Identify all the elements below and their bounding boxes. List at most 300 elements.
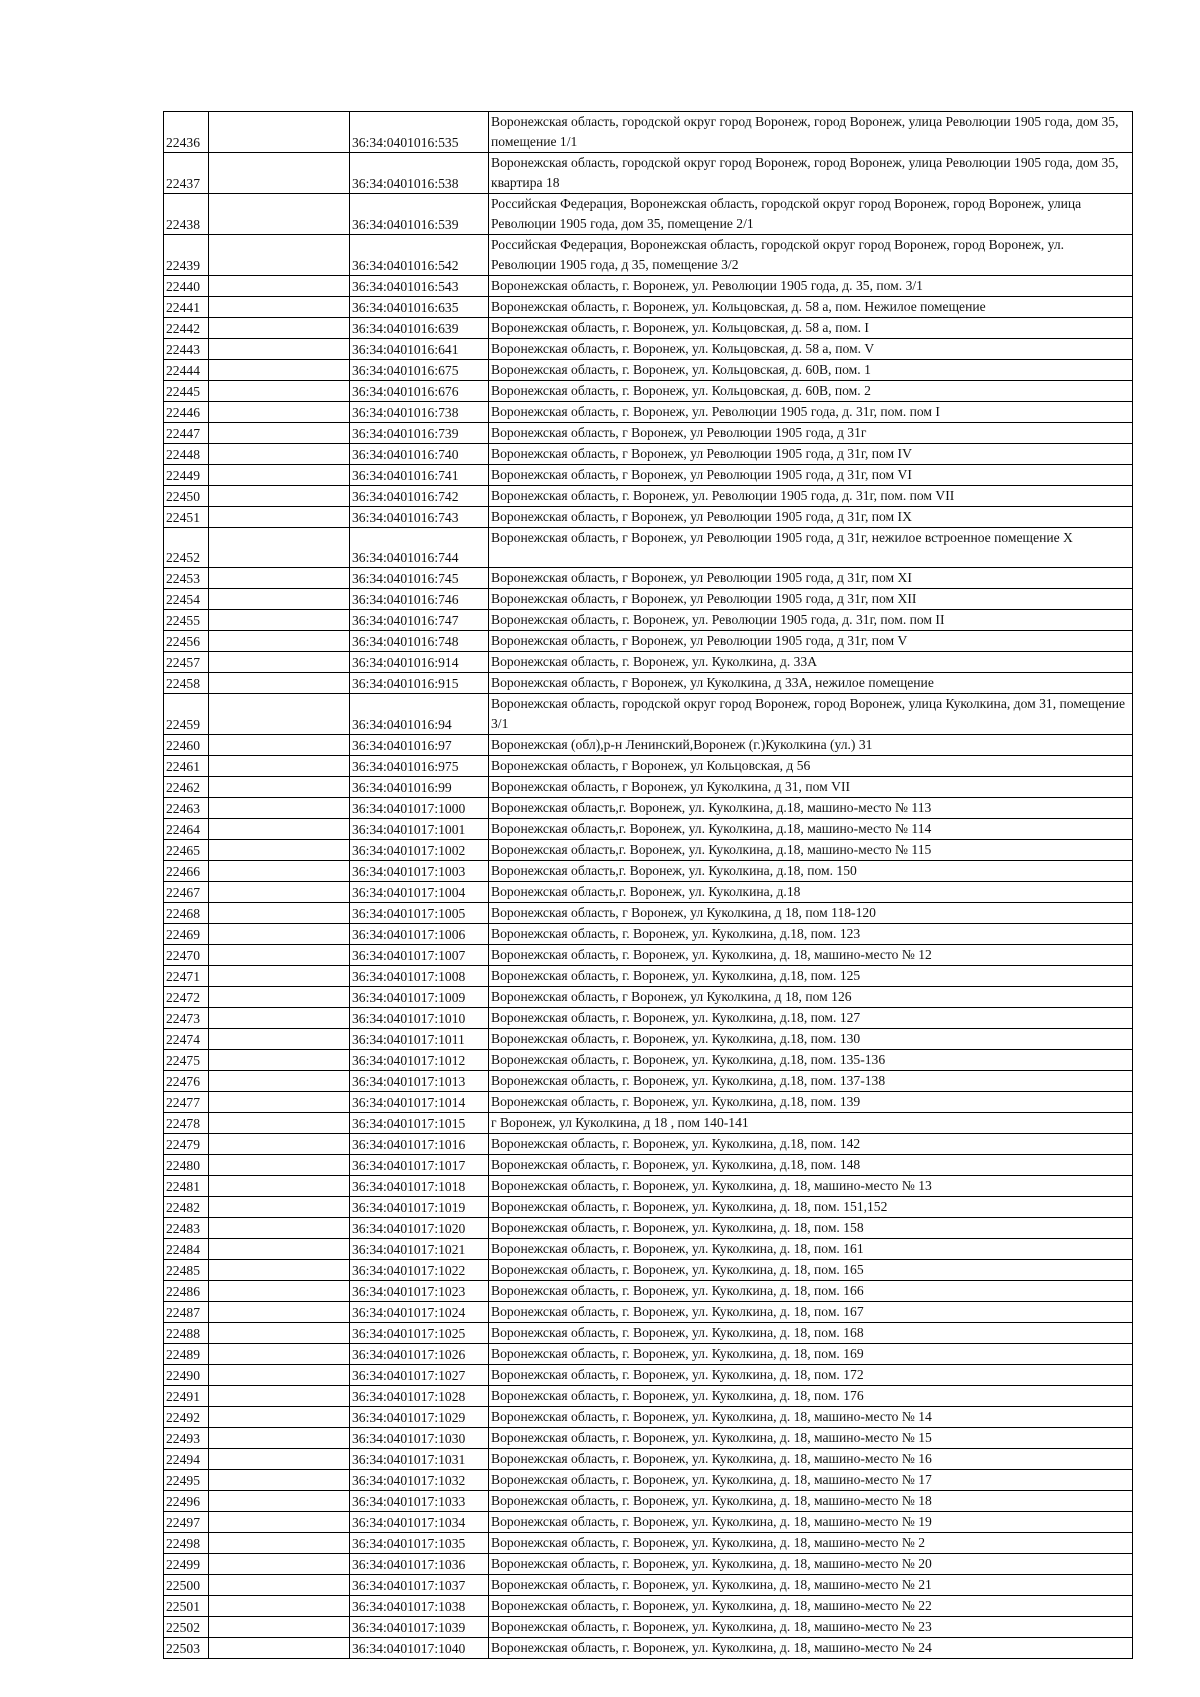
cadastral-number-cell: 36:34:0401017:1009 (350, 987, 489, 1008)
owner-cell (209, 1197, 350, 1218)
row-number-cell: 22490 (164, 1365, 209, 1386)
address-cell: Воронежская область, г. Воронеж, ул. Куколкина, д.18, пом. 142 (489, 1134, 1133, 1155)
row-number-cell: 22441 (164, 297, 209, 318)
address-cell: Воронежская область, г Воронеж, ул Кольцовская, д 56 (489, 756, 1133, 777)
owner-cell (209, 360, 350, 381)
table-row (164, 1428, 1133, 1449)
owner-cell (209, 1386, 350, 1407)
address-cell: Воронежская область, г. Воронеж, ул. Куколкина, д.18, пом. 123 (489, 924, 1133, 945)
address-cell: Воронежская область, г Воронеж, ул Революции 1905 года, д 31г, пом IX (489, 507, 1133, 528)
owner-cell (209, 1008, 350, 1029)
cadastral-number-cell: 36:34:0401016:94 (350, 694, 489, 735)
row-number-cell: 22499 (164, 1554, 209, 1575)
cadastral-number-cell: 36:34:0401016:635 (350, 297, 489, 318)
address-cell: Воронежская область,г. Воронеж, ул. Куколкина, д.18, машино-место № 115 (489, 840, 1133, 861)
table-row (164, 153, 1133, 194)
owner-cell (209, 1449, 350, 1470)
address-cell: Воронежская область, г. Воронеж, ул. Кольцовская, д. 60В, пом. 1 (489, 360, 1133, 381)
cadastral-number-cell: 36:34:0401017:1015 (350, 1113, 489, 1134)
address-cell: Воронежская область, г. Воронеж, ул. Куколкина, д. 18, пом. 176 (489, 1386, 1133, 1407)
cadastral-number-cell: 36:34:0401017:1006 (350, 924, 489, 945)
row-number-cell: 22444 (164, 360, 209, 381)
owner-cell (209, 1512, 350, 1533)
address-cell: Воронежская область,г. Воронеж, ул. Куколкина, д.18, машино-место № 114 (489, 819, 1133, 840)
owner-cell (209, 1113, 350, 1134)
cadastral-number-cell: 36:34:0401017:1033 (350, 1491, 489, 1512)
row-number-cell: 22466 (164, 861, 209, 882)
table-row (164, 735, 1133, 756)
owner-cell (209, 1575, 350, 1596)
table-row (164, 235, 1133, 276)
row-number-cell: 22454 (164, 589, 209, 610)
row-number-cell: 22492 (164, 1407, 209, 1428)
table-row (164, 903, 1133, 924)
address-cell: Воронежская область, г. Воронеж, ул. Революции 1905 года, д. 35, пом. 3/1 (489, 276, 1133, 297)
owner-cell (209, 777, 350, 798)
address-cell: Воронежская область, г. Воронеж, ул. Куколкина, д.18, пом. 125 (489, 966, 1133, 987)
table-row (164, 1512, 1133, 1533)
address-cell: Воронежская область, г Воронеж, ул Революции 1905 года, д 31г, пом V (489, 631, 1133, 652)
address-cell: Воронежская область, г. Воронеж, ул. Куколкина, д. 18, пом. 172 (489, 1365, 1133, 1386)
table-row (164, 528, 1133, 568)
owner-cell (209, 966, 350, 987)
cadastral-number-cell: 36:34:0401017:1016 (350, 1134, 489, 1155)
row-number-cell: 22452 (164, 528, 209, 568)
row-number-cell: 22445 (164, 381, 209, 402)
address-cell: Воронежская область, г. Воронеж, ул. Революции 1905 года, д. 31г, пом. пом II (489, 610, 1133, 631)
owner-cell (209, 798, 350, 819)
table-row (164, 297, 1133, 318)
address-cell: Воронежская область, г. Воронеж, ул. Куколкина, д. 18, пом. 167 (489, 1302, 1133, 1323)
row-number-cell: 22473 (164, 1008, 209, 1029)
cadastral-number-cell: 36:34:0401017:1003 (350, 861, 489, 882)
cadastral-number-cell: 36:34:0401017:1038 (350, 1596, 489, 1617)
cadastral-number-cell: 36:34:0401017:1023 (350, 1281, 489, 1302)
table-row (164, 840, 1133, 861)
address-cell: Воронежская область, г. Воронеж, ул. Куколкина, д. 18, машино-место № 18 (489, 1491, 1133, 1512)
table-row (164, 1302, 1133, 1323)
address-cell: Воронежская область, г. Воронеж, ул. Куколкина, д. 18, машино-место № 24 (489, 1638, 1133, 1659)
owner-cell (209, 1218, 350, 1239)
table-row (164, 1470, 1133, 1491)
owner-cell (209, 631, 350, 652)
owner-cell (209, 819, 350, 840)
cadastral-number-cell: 36:34:0401016:639 (350, 318, 489, 339)
owner-cell (209, 987, 350, 1008)
cadastral-number-cell: 36:34:0401016:538 (350, 153, 489, 194)
owner-cell (209, 1554, 350, 1575)
address-cell: Воронежская область, г. Воронеж, ул. Куколкина, д. 18, пом. 166 (489, 1281, 1133, 1302)
owner-cell (209, 235, 350, 276)
cadastral-number-cell: 36:34:0401016:740 (350, 444, 489, 465)
address-cell: Воронежская область, г. Воронеж, ул. Куколкина, д. 18, машино-место № 19 (489, 1512, 1133, 1533)
cadastral-number-cell: 36:34:0401017:1040 (350, 1638, 489, 1659)
owner-cell (209, 610, 350, 631)
owner-cell (209, 1239, 350, 1260)
table-row (164, 1638, 1133, 1659)
owner-cell (209, 1470, 350, 1491)
row-number-cell: 22480 (164, 1155, 209, 1176)
cadastral-number-cell: 36:34:0401017:1008 (350, 966, 489, 987)
address-cell: Воронежская область, городской округ город Воронеж, город Воронеж, улица Куколкина, дом 31, помещение 3/1 (489, 694, 1133, 735)
cadastral-number-cell: 36:34:0401017:1026 (350, 1344, 489, 1365)
address-cell: Воронежская область,г. Воронеж, ул. Куколкина, д.18, машино-место № 113 (489, 798, 1133, 819)
owner-cell (209, 339, 350, 360)
cadastral-number-cell: 36:34:0401017:1039 (350, 1617, 489, 1638)
owner-cell (209, 589, 350, 610)
row-number-cell: 22468 (164, 903, 209, 924)
row-number-cell: 22484 (164, 1239, 209, 1260)
row-number-cell: 22487 (164, 1302, 209, 1323)
table-row (164, 423, 1133, 444)
row-number-cell: 22436 (164, 112, 209, 153)
cadastral-number-cell: 36:34:0401016:741 (350, 465, 489, 486)
table-row (164, 1134, 1133, 1155)
table-row (164, 360, 1133, 381)
owner-cell (209, 194, 350, 235)
address-cell: Воронежская область, г Воронеж, ул Революции 1905 года, д 31г, пом VI (489, 465, 1133, 486)
owner-cell (209, 318, 350, 339)
table-row (164, 112, 1133, 153)
owner-cell (209, 112, 350, 153)
address-cell: Воронежская область, г. Воронеж, ул. Куколкина, д. 18, пом. 161 (489, 1239, 1133, 1260)
row-number-cell: 22449 (164, 465, 209, 486)
cadastral-number-cell: 36:34:0401017:1004 (350, 882, 489, 903)
cadastral-number-cell: 36:34:0401017:1030 (350, 1428, 489, 1449)
row-number-cell: 22485 (164, 1260, 209, 1281)
table-row (164, 1323, 1133, 1344)
cadastral-number-cell: 36:34:0401016:742 (350, 486, 489, 507)
row-number-cell: 22500 (164, 1575, 209, 1596)
cadastral-number-cell: 36:34:0401016:975 (350, 756, 489, 777)
row-number-cell: 22438 (164, 194, 209, 235)
address-cell: Воронежская область, г Воронеж, ул Революции 1905 года, д 31г (489, 423, 1133, 444)
row-number-cell: 22478 (164, 1113, 209, 1134)
cadastral-number-cell: 36:34:0401017:1007 (350, 945, 489, 966)
address-cell: Воронежская область, г. Воронеж, ул. Куколкина, д. 18, машино-место № 15 (489, 1428, 1133, 1449)
cadastral-number-cell: 36:34:0401016:542 (350, 235, 489, 276)
row-number-cell: 22456 (164, 631, 209, 652)
address-cell: Воронежская область, г. Воронеж, ул. Куколкина, д. 18, пом. 151,152 (489, 1197, 1133, 1218)
row-number-cell: 22463 (164, 798, 209, 819)
cadastral-number-cell: 36:34:0401017:1022 (350, 1260, 489, 1281)
address-cell: Воронежская область, г. Воронеж, ул. Куколкина, д. 18, машино-место № 23 (489, 1617, 1133, 1638)
address-cell: Российская Федерация, Воронежская область, городской округ город Воронеж, город Воронеж, улица Революции 1905 года, дом 35, помещение 2/1 (489, 194, 1133, 235)
table-row (164, 1239, 1133, 1260)
table-row (164, 339, 1133, 360)
row-number-cell: 22493 (164, 1428, 209, 1449)
table-row (164, 945, 1133, 966)
address-cell: Воронежская область, г. Воронеж, ул. Куколкина, д. 18, машино-место № 21 (489, 1575, 1133, 1596)
table-row (164, 1533, 1133, 1554)
address-cell: Воронежская область, городской округ город Воронеж, город Воронеж, улица Революции 1905 года, дом 35, квартира 18 (489, 153, 1133, 194)
address-cell: Воронежская область, г Воронеж, ул Революции 1905 года, д 31г, пом XI (489, 568, 1133, 589)
cadastral-number-cell: 36:34:0401016:641 (350, 339, 489, 360)
address-cell: Воронежская область, г Воронеж, ул Революции 1905 года, д 31г, пом IV (489, 444, 1133, 465)
owner-cell (209, 507, 350, 528)
table-row (164, 1449, 1133, 1470)
row-number-cell: 22483 (164, 1218, 209, 1239)
table-row (164, 589, 1133, 610)
address-cell: Воронежская область, г. Воронеж, ул. Кольцовская, д. 60В, пом. 2 (489, 381, 1133, 402)
owner-cell (209, 276, 350, 297)
row-number-cell: 22486 (164, 1281, 209, 1302)
cadastral-number-cell: 36:34:0401017:1012 (350, 1050, 489, 1071)
row-number-cell: 22470 (164, 945, 209, 966)
address-cell: Воронежская область, г. Воронеж, ул. Куколкина, д. 18, машино-место № 2 (489, 1533, 1133, 1554)
owner-cell (209, 694, 350, 735)
cadastral-number-cell: 36:34:0401016:915 (350, 673, 489, 694)
cadastral-number-cell: 36:34:0401017:1035 (350, 1533, 489, 1554)
row-number-cell: 22477 (164, 1092, 209, 1113)
table-row (164, 1365, 1133, 1386)
cadastral-number-cell: 36:34:0401017:1031 (350, 1449, 489, 1470)
owner-cell (209, 1617, 350, 1638)
owner-cell (209, 735, 350, 756)
address-cell: Воронежская область,г. Воронеж, ул. Куколкина, д.18, пом. 150 (489, 861, 1133, 882)
owner-cell (209, 1155, 350, 1176)
address-cell: Российская Федерация, Воронежская область, городской округ город Воронеж, город Воронеж, ул. Революции 1905 года, д 35, помещение 3/2 (489, 235, 1133, 276)
cadastral-number-cell: 36:34:0401016:745 (350, 568, 489, 589)
cadastral-number-cell: 36:34:0401017:1005 (350, 903, 489, 924)
row-number-cell: 22455 (164, 610, 209, 631)
row-number-cell: 22472 (164, 987, 209, 1008)
row-number-cell: 22458 (164, 673, 209, 694)
cadastral-number-cell: 36:34:0401017:1029 (350, 1407, 489, 1428)
row-number-cell: 22489 (164, 1344, 209, 1365)
table-row (164, 1092, 1133, 1113)
row-number-cell: 22442 (164, 318, 209, 339)
table-row (164, 1491, 1133, 1512)
table-row (164, 819, 1133, 840)
table-row (164, 1281, 1133, 1302)
address-cell: Воронежская область, г. Воронеж, ул. Куколкина, д. 18, машино-место № 22 (489, 1596, 1133, 1617)
owner-cell (209, 1323, 350, 1344)
address-cell: г Воронеж, ул Куколкина, д 18 , пом 140-141 (489, 1113, 1133, 1134)
table-row (164, 882, 1133, 903)
cadastral-number-cell: 36:34:0401017:1020 (350, 1218, 489, 1239)
owner-cell (209, 297, 350, 318)
address-cell: Воронежская область, г Воронеж, ул Куколкина, д 18, пом 118-120 (489, 903, 1133, 924)
table-row (164, 1155, 1133, 1176)
address-cell: Воронежская область, г. Воронеж, ул. Куколкина, д.18, пом. 135-136 (489, 1050, 1133, 1071)
cadastral-number-cell: 36:34:0401017:1000 (350, 798, 489, 819)
row-number-cell: 22448 (164, 444, 209, 465)
row-number-cell: 22498 (164, 1533, 209, 1554)
row-number-cell: 22439 (164, 235, 209, 276)
address-cell: Воронежская область, г. Воронеж, ул. Куколкина, д. 18, машино-место № 12 (489, 945, 1133, 966)
owner-cell (209, 1281, 350, 1302)
owner-cell (209, 1071, 350, 1092)
owner-cell (209, 1407, 350, 1428)
owner-cell (209, 1365, 350, 1386)
table-row (164, 1176, 1133, 1197)
address-cell: Воронежская область, г. Воронеж, ул. Куколкина, д. 18, пом. 168 (489, 1323, 1133, 1344)
row-number-cell: 22482 (164, 1197, 209, 1218)
row-number-cell: 22443 (164, 339, 209, 360)
table-row (164, 402, 1133, 423)
address-cell: Воронежская область, г Воронеж, ул Куколкина, д 31, пом VII (489, 777, 1133, 798)
table-row (164, 652, 1133, 673)
table-row (164, 1575, 1133, 1596)
row-number-cell: 22479 (164, 1134, 209, 1155)
address-cell: Воронежская область, г. Воронеж, ул. Куколкина, д.18, пом. 127 (489, 1008, 1133, 1029)
cadastral-number-cell: 36:34:0401017:1027 (350, 1365, 489, 1386)
property-register-table (163, 111, 1133, 1659)
owner-cell (209, 486, 350, 507)
row-number-cell: 22457 (164, 652, 209, 673)
row-number-cell: 22501 (164, 1596, 209, 1617)
address-cell: Воронежская область, г. Воронеж, ул. Куколкина, д. 18, пом. 165 (489, 1260, 1133, 1281)
cadastral-number-cell: 36:34:0401017:1017 (350, 1155, 489, 1176)
owner-cell (209, 1029, 350, 1050)
owner-cell (209, 1134, 350, 1155)
owner-cell (209, 423, 350, 444)
row-number-cell: 22469 (164, 924, 209, 945)
row-number-cell: 22471 (164, 966, 209, 987)
table-row (164, 444, 1133, 465)
row-number-cell: 22462 (164, 777, 209, 798)
table-row (164, 1617, 1133, 1638)
owner-cell (209, 924, 350, 945)
row-number-cell: 22451 (164, 507, 209, 528)
address-cell: Воронежская область, г Воронеж, ул Куколкина, д 33А, нежилое помещение (489, 673, 1133, 694)
table-row (164, 861, 1133, 882)
row-number-cell: 22495 (164, 1470, 209, 1491)
table-row (164, 465, 1133, 486)
row-number-cell: 22447 (164, 423, 209, 444)
table-row (164, 507, 1133, 528)
owner-cell (209, 861, 350, 882)
table-row (164, 1050, 1133, 1071)
owner-cell (209, 444, 350, 465)
table-row (164, 318, 1133, 339)
owner-cell (209, 1176, 350, 1197)
address-cell: Воронежская область, г. Воронеж, ул. Революции 1905 года, д. 31г, пом. пом VII (489, 486, 1133, 507)
row-number-cell: 22474 (164, 1029, 209, 1050)
owner-cell (209, 652, 350, 673)
table-row (164, 1554, 1133, 1575)
table-row (164, 694, 1133, 735)
register-body (164, 112, 1133, 1659)
table-row (164, 1029, 1133, 1050)
table-row (164, 1596, 1133, 1617)
table-row (164, 756, 1133, 777)
address-cell: Воронежская область, г. Воронеж, ул. Куколкина, д.18, пом. 139 (489, 1092, 1133, 1113)
address-cell: Воронежская область, г Воронеж, ул Куколкина, д 18, пом 126 (489, 987, 1133, 1008)
address-cell: Воронежская область,г. Воронеж, ул. Куколкина, д.18 (489, 882, 1133, 903)
table-row (164, 966, 1133, 987)
table-row (164, 610, 1133, 631)
address-cell: Воронежская область, городской округ город Воронеж, город Воронеж, улица Революции 1905 года, дом 35, помещение 1/1 (489, 112, 1133, 153)
address-cell: Воронежская область, г. Воронеж, ул. Куколкина, д. 18, машино-место № 14 (489, 1407, 1133, 1428)
cadastral-number-cell: 36:34:0401016:99 (350, 777, 489, 798)
address-cell: Воронежская область, г. Воронеж, ул. Куколкина, д. 18, пом. 158 (489, 1218, 1133, 1239)
row-number-cell: 22475 (164, 1050, 209, 1071)
address-cell: Воронежская область, г Воронеж, ул Революции 1905 года, д 31г, нежилое встроенное помещение X (489, 528, 1133, 568)
table-row (164, 798, 1133, 819)
cadastral-number-cell: 36:34:0401016:748 (350, 631, 489, 652)
owner-cell (209, 402, 350, 423)
owner-cell (209, 1260, 350, 1281)
owner-cell (209, 1596, 350, 1617)
address-cell: Воронежская область, г. Воронеж, ул. Куколкина, д. 18, машино-место № 20 (489, 1554, 1133, 1575)
address-cell: Воронежская область, г. Воронеж, ул. Куколкина, д. 33А (489, 652, 1133, 673)
cadastral-number-cell: 36:34:0401016:744 (350, 528, 489, 568)
cadastral-number-cell: 36:34:0401016:747 (350, 610, 489, 631)
table-row (164, 673, 1133, 694)
row-number-cell: 22467 (164, 882, 209, 903)
row-number-cell: 22465 (164, 840, 209, 861)
owner-cell (209, 1428, 350, 1449)
cadastral-number-cell: 36:34:0401017:1019 (350, 1197, 489, 1218)
owner-cell (209, 840, 350, 861)
row-number-cell: 22496 (164, 1491, 209, 1512)
row-number-cell: 22453 (164, 568, 209, 589)
table-row (164, 1113, 1133, 1134)
owner-cell (209, 945, 350, 966)
table-row (164, 1407, 1133, 1428)
owner-cell (209, 1050, 350, 1071)
row-number-cell: 22460 (164, 735, 209, 756)
table-row (164, 276, 1133, 297)
table-row (164, 1008, 1133, 1029)
cadastral-number-cell: 36:34:0401017:1024 (350, 1302, 489, 1323)
row-number-cell: 22503 (164, 1638, 209, 1659)
cadastral-number-cell: 36:34:0401017:1018 (350, 1176, 489, 1197)
row-number-cell: 22461 (164, 756, 209, 777)
row-number-cell: 22437 (164, 153, 209, 194)
cadastral-number-cell: 36:34:0401016:914 (350, 652, 489, 673)
owner-cell (209, 903, 350, 924)
owner-cell (209, 1302, 350, 1323)
table-row (164, 924, 1133, 945)
owner-cell (209, 1533, 350, 1554)
cadastral-number-cell: 36:34:0401017:1013 (350, 1071, 489, 1092)
row-number-cell: 22440 (164, 276, 209, 297)
row-number-cell: 22481 (164, 1176, 209, 1197)
cadastral-number-cell: 36:34:0401016:746 (350, 589, 489, 610)
owner-cell (209, 756, 350, 777)
cadastral-number-cell: 36:34:0401016:97 (350, 735, 489, 756)
cadastral-number-cell: 36:34:0401016:743 (350, 507, 489, 528)
row-number-cell: 22459 (164, 694, 209, 735)
row-number-cell: 22488 (164, 1323, 209, 1344)
owner-cell (209, 1491, 350, 1512)
row-number-cell: 22464 (164, 819, 209, 840)
row-number-cell: 22502 (164, 1617, 209, 1638)
cadastral-number-cell: 36:34:0401016:543 (350, 276, 489, 297)
owner-cell (209, 673, 350, 694)
cadastral-number-cell: 36:34:0401017:1036 (350, 1554, 489, 1575)
cadastral-number-cell: 36:34:0401017:1011 (350, 1029, 489, 1050)
cadastral-number-cell: 36:34:0401017:1034 (350, 1512, 489, 1533)
cadastral-number-cell: 36:34:0401016:738 (350, 402, 489, 423)
row-number-cell: 22494 (164, 1449, 209, 1470)
document-page (163, 111, 1132, 1659)
cadastral-number-cell: 36:34:0401017:1014 (350, 1092, 489, 1113)
cadastral-number-cell: 36:34:0401016:676 (350, 381, 489, 402)
address-cell: Воронежская область, г. Воронеж, ул. Куколкина, д.18, пом. 137-138 (489, 1071, 1133, 1092)
table-row (164, 568, 1133, 589)
address-cell: Воронежская область, г. Воронеж, ул. Кольцовская, д. 58 а, пом. Нежилое помещение (489, 297, 1133, 318)
row-number-cell: 22450 (164, 486, 209, 507)
cadastral-number-cell: 36:34:0401017:1032 (350, 1470, 489, 1491)
owner-cell (209, 153, 350, 194)
table-row (164, 631, 1133, 652)
row-number-cell: 22491 (164, 1386, 209, 1407)
cadastral-number-cell: 36:34:0401017:1001 (350, 819, 489, 840)
